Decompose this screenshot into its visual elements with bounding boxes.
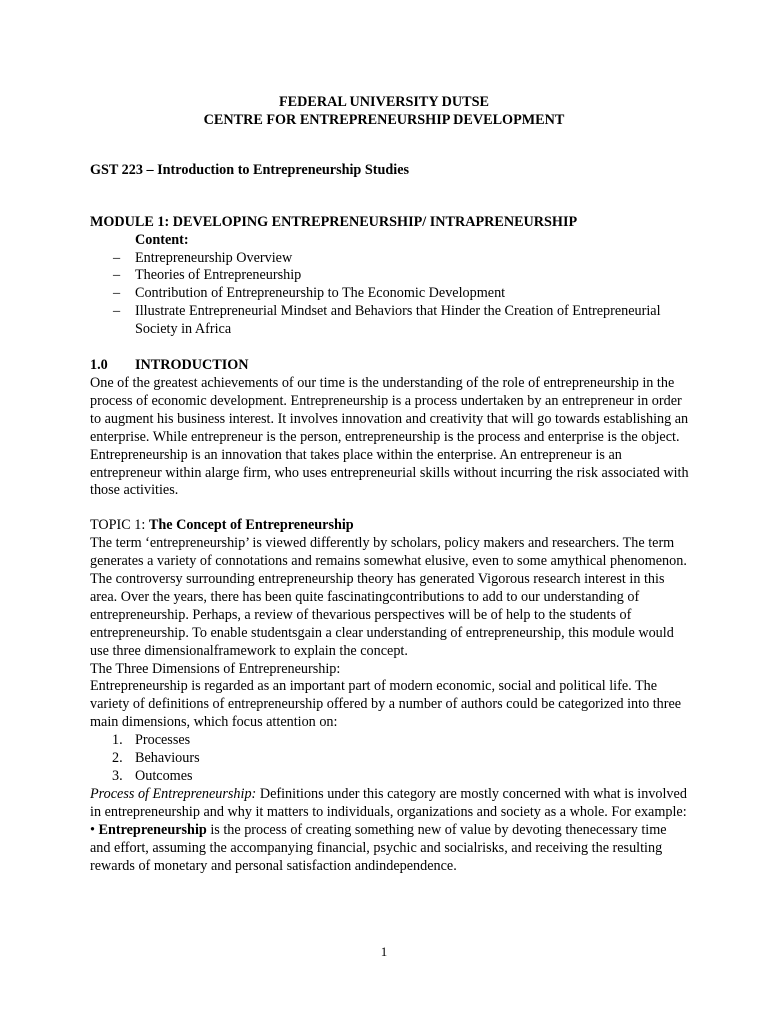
list-item: – Entrepreneurship Overview: [113, 249, 293, 266]
topic-heading: [90, 517, 690, 535]
content-label: Content:: [135, 231, 189, 248]
list-item: – Contribution of Entrepreneurship to The Economic Development: [113, 285, 506, 302]
page-content: [90, 94, 690, 875]
dimensions-list: [90, 732, 690, 786]
module-title: MODULE 1: DEVELOPING ENTREPRENEURSHIP/ INTRAPRENEURSHIP: [90, 213, 578, 230]
university-name: FEDERAL UNIVERSITY DUTSE: [279, 94, 489, 110]
course-title: GST 223 – Introduction to Entrepreneurship Studies: [90, 161, 410, 178]
topic-title: The Concept of Entrepreneurship: [148, 517, 354, 534]
definition-term: Entrepreneurship: [98, 821, 207, 838]
topic-paragraph: The term ‘entrepreneurship’ is viewed differently by scholars, policy makers and researchers. The term generates a variety of connotations and remains somewhat elusive, even to some amythical phenomenon. The controversy surrounding entrepreneurship theory has generated Vigorous research interest in this area. Over the years, there has been quite fascinatingcontributions to add to our understanding of entrepreneurship. Perhaps, a review of thevarious perspectives will be of help to the students of entrepreneurship. To enable studentsgain a clear understanding of entrepreneurship, this module would use three dimensionalframework to explain the concept.: [90, 535, 687, 659]
list-item: 2. Behaviours: [112, 750, 200, 767]
dash-marker: –: [113, 285, 121, 302]
section-number: 1.0: [90, 357, 108, 374]
dimensions-paragraph: Entrepreneurship is regarded as an important part of modern economic, social and political life. The variety of definitions of entrepreneurship offered by a number of authors could be categorized into three main dimensions, which focus attention on:: [90, 678, 682, 731]
centre-name: CENTRE FOR ENTREPRENEURSHIP DEVELOPMENT: [203, 111, 565, 128]
process-label: Process of Entrepreneurship:: [90, 785, 257, 802]
dimensions-heading: The Three Dimensions of Entrepreneurship:: [90, 660, 341, 677]
section-title: INTRODUCTION: [135, 357, 249, 374]
process-paragraph: Process of Entrepreneurship: Definitions under this category are mostly concerned with what is involved in entrepreneurship and why it matters to individuals, organizations and society as a whole. For example:: [90, 785, 687, 820]
dash-marker: –: [113, 249, 121, 266]
page-number: 1: [380, 944, 388, 959]
bullet-marker: •: [90, 821, 99, 838]
list-item: – Theories of Entrepreneurship: [113, 267, 302, 284]
introduction-heading: [90, 357, 690, 375]
list-item: 3. Outcomes: [112, 768, 193, 784]
definition-paragraph: • Entrepreneurship is the process of creating something new of value by devoting thenecessary time and effort, assuming the accompanying financial, psychic and socialrisks, and receiving the resulting rewards of monetary and personal satisfaction andindependence.: [90, 821, 667, 874]
list-item: 1. Processes: [112, 732, 191, 749]
dash-marker: –: [113, 303, 121, 320]
list-item: – Illustrate Entrepreneurial Mindset and Behaviors that Hinder the Creation of Entrepreneurial Society in Africa: [113, 303, 661, 338]
dash-marker: –: [113, 267, 121, 284]
introduction-paragraph: One of the greatest achievements of our time is the understanding of the role of entrepreneurship in the process of economic development. Entrepreneurship is a process undertaken by an entrepreneur in order to augment his business interest. It involves innovation and creativity that will go towards establishing an enterprise. While entrepreneur is the person, entrepreneurship is the process and enterprise is the object. Entrepreneurship is an innovation that takes place within the enterprise. An entrepreneur is an entrepreneur within alarge firm, who uses entrepreneurial skills without incurring the risk associated with those activities.: [90, 374, 689, 499]
module-content-list: [90, 250, 690, 340]
topic-label: TOPIC 1:: [90, 517, 149, 534]
